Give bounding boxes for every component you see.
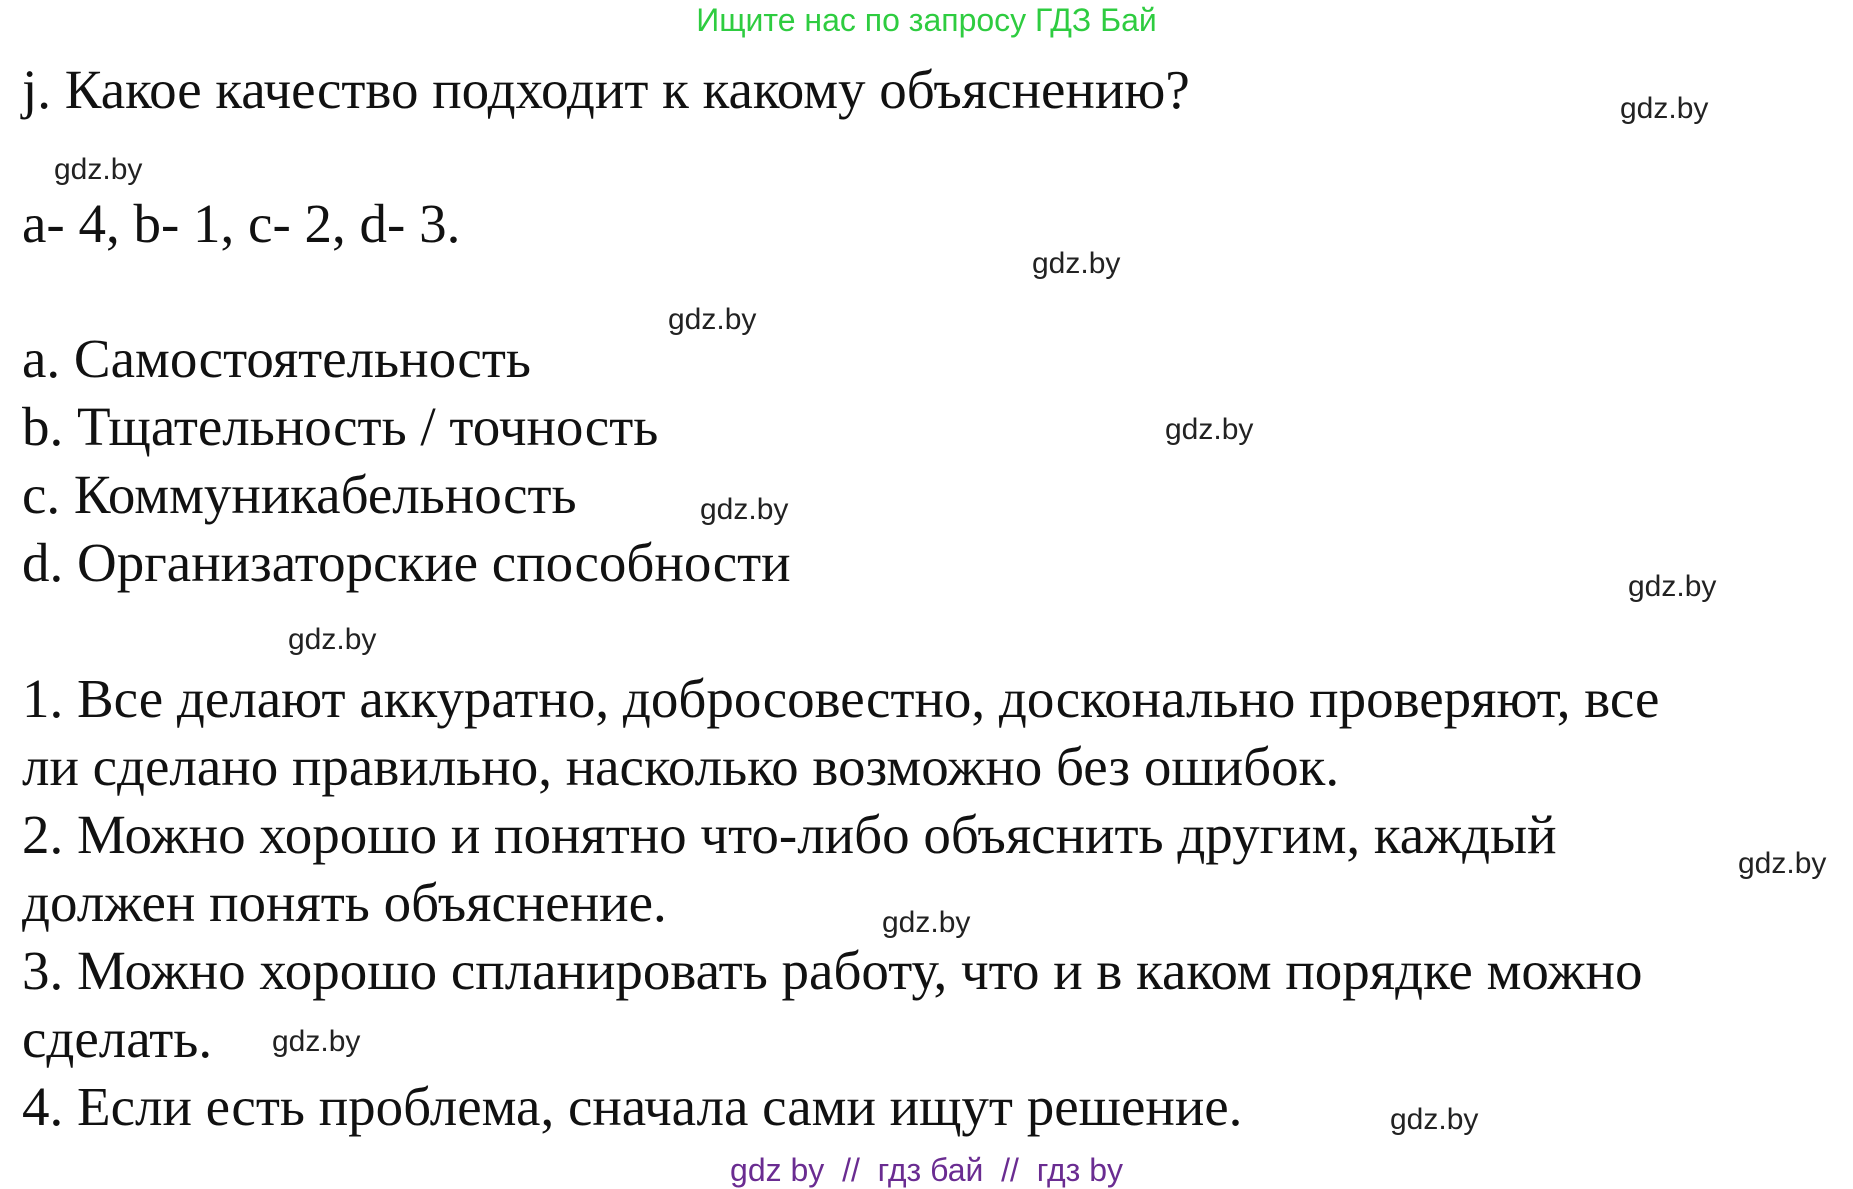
- watermark: gdz.by: [1390, 1103, 1479, 1136]
- watermark: gdz.by: [1165, 413, 1254, 446]
- explanation-4-line-1: 4. Если есть проблема, сначала сами ищут решение.: [22, 1076, 1243, 1137]
- answer-line: a- 4, b- 1, c- 2, d- 3.: [22, 193, 461, 254]
- watermark: gdz.by: [1032, 247, 1121, 280]
- watermark: gdz.by: [700, 493, 789, 526]
- quality-item-a: a. Самостоятельность: [22, 328, 531, 389]
- search-hint-banner: Ищите нас по запросу ГДЗ Бай: [696, 2, 1157, 38]
- watermark: gdz.by: [668, 303, 757, 336]
- explanation-3-line-1: 3. Можно хорошо спланировать работу, что и в каком порядке можно: [22, 940, 1643, 1001]
- explanation-1-line-1: 1. Все делают аккуратно, добросовестно, досконально проверяют, все: [22, 668, 1660, 729]
- footer-watermark: gdz by // гдз бай // гдз by: [730, 1152, 1123, 1188]
- explanation-1-line-2: ли сделано правильно, насколько возможно без ошибок.: [22, 736, 1340, 797]
- explanation-2-line-1: 2. Можно хорошо и понятно что-либо объяснить другим, каждый: [22, 804, 1557, 865]
- explanation-2-line-2: должен понять объяснение.: [22, 872, 667, 933]
- watermark: gdz.by: [882, 906, 971, 939]
- quality-item-d: d. Организаторские способности: [22, 532, 791, 593]
- quality-item-c: c. Коммуникабельность: [22, 464, 577, 525]
- watermark: gdz.by: [1738, 847, 1827, 880]
- explanation-3-line-2: сделать.: [22, 1008, 213, 1069]
- watermark: gdz.by: [54, 153, 143, 186]
- watermark: gdz.by: [272, 1025, 361, 1058]
- watermark: gdz.by: [1620, 92, 1709, 125]
- quality-item-b: b. Тщательность / точность: [22, 396, 659, 457]
- watermark: gdz.by: [288, 623, 377, 656]
- watermark: gdz.by: [1628, 570, 1717, 603]
- question-title: j. Какое качество подходит к какому объяснению?: [22, 59, 1190, 120]
